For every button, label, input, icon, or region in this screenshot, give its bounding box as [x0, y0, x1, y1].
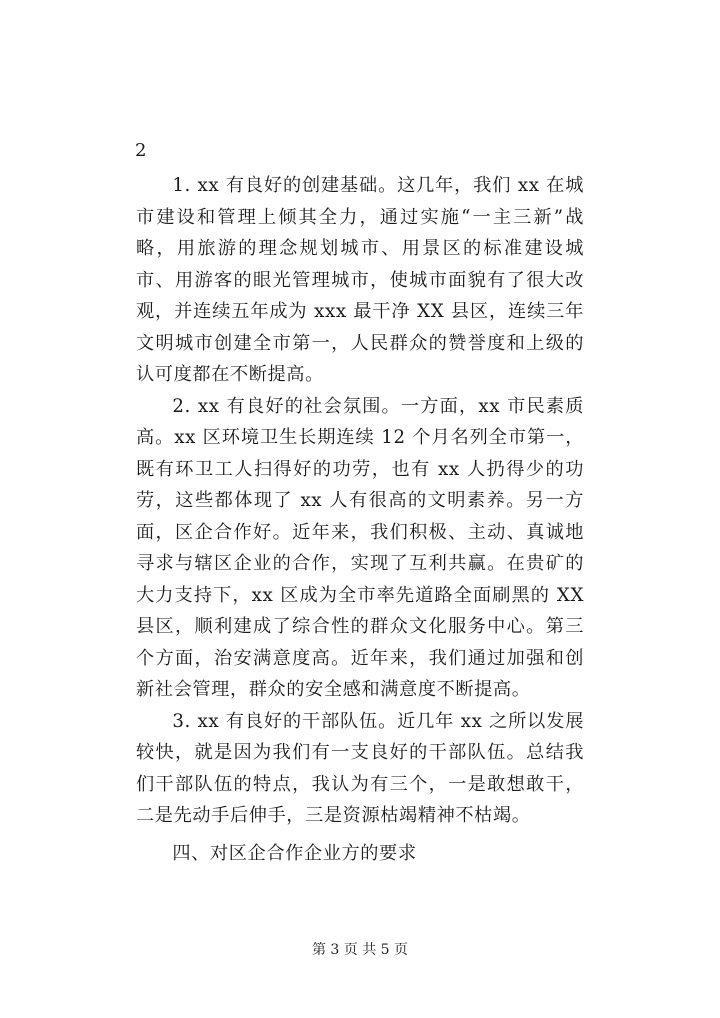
paragraph-1: 1. xx 有良好的创建基础。这几年，我们 xx 在城市建设和管理上倾其全力，通过实施“一主三新”战略，用旅游的理念规划城市、用景区的标准建设城市、用游客的眼光管理城市，使城市面貌有了很大改观，并连续五年成为 xxx 最干净 XX 县区，连续三年文明城市创建全市第一，人民群众的赞誉度和上级的认可度都在不断提高。 — [136, 175, 584, 385]
paragraph-3: 3. xx 有良好的干部队伍。近几年 xx 之所以发展较快，就是因为我们有一支良好的干部队伍。总结我们干部队伍的特点，我认为有三个，一是敢想敢干，二是先动手后伸手，三是资源枯竭精神不枯竭。 — [136, 710, 584, 826]
paragraph-2: 2. xx 有良好的社会氛围。一方面，xx 市民素质高。xx 区环境卫生长期连续 12 个月名列全市第一，既有环卫工人扫得好的功劳，也有 xx 人扔得少的功劳，这些都体现了 xx 人有很高的文明素养。另一方面，区企合作好。近年来，我们积极、主动、真诚地寻求与辖区企业的合作，实现了互利共赢。在贵矿的大力支持下，xx 区成为全市率先道路全面刷黑的 XX 县区，顺利建成了综合性的群众文化服务中心。第三个方面，治安满意度高。近年来，我们通过加强和创新社会管理，群众的安全感和满意度不断提高。 — [136, 395, 584, 700]
page-footer: 第 3 页 共 5 页 — [311, 942, 409, 958]
section-heading: 四、对区企合作企业方的要求 — [172, 842, 417, 864]
document-body — [136, 170, 584, 869]
page-marker: 2 — [135, 140, 147, 161]
